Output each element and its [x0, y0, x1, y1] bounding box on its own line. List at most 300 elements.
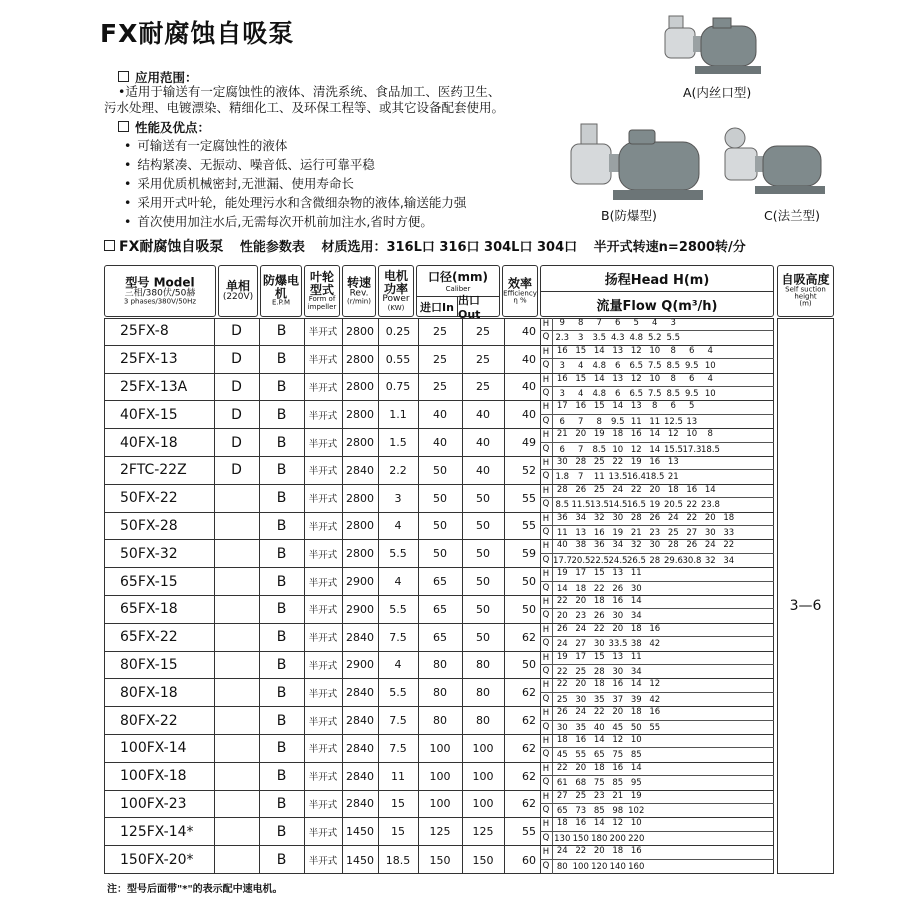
single-phase-cell — [214, 652, 259, 679]
flow-value: 17.3 — [682, 444, 702, 455]
head-value: 14 — [612, 401, 624, 412]
table-title: FX耐腐蚀自吸泵 性能参数表 材质选用：316L口 316口 304L口 304口 半开式转速n=2800转/分 — [104, 236, 746, 256]
model-cell: 65FX-18 — [120, 601, 178, 618]
power-cell: 4 — [394, 658, 402, 672]
head-value: 14 — [630, 762, 642, 773]
impeller-cell: 半开式 — [308, 327, 338, 339]
flow-value: 80 — [556, 862, 568, 873]
impeller-cell: 半开式 — [308, 494, 338, 506]
epm-cell: B — [276, 323, 287, 340]
head-label: H — [540, 485, 553, 497]
flow-value: 18.5 — [701, 444, 720, 455]
head-value: 8 — [707, 429, 713, 440]
head-value: 10 — [630, 735, 642, 745]
flow-value: 7.5 — [647, 361, 662, 372]
flow-value: 55 — [575, 750, 587, 761]
flow-value: 9.5 — [684, 388, 699, 399]
head-value: 16 — [630, 846, 642, 857]
flow-value: 6 — [615, 361, 621, 372]
head-value: 19 — [630, 457, 642, 467]
head-value: 24 — [667, 512, 679, 523]
head-value: 18 — [556, 735, 568, 745]
flow-value: 1.8 — [555, 472, 570, 483]
flow-value: 27 — [575, 639, 587, 650]
flow-value: 100 — [572, 862, 589, 873]
flow-value: 65 — [593, 750, 605, 761]
flow-value: 10 — [704, 361, 716, 372]
pump-c-caption: C(法兰型) — [764, 208, 820, 223]
epm-cell: B — [276, 462, 287, 479]
efficiency-cell: 50 — [522, 658, 536, 672]
model-cell: 25FX-8 — [120, 323, 169, 340]
head-value: 6 — [615, 318, 621, 328]
efficiency-cell: 52 — [522, 463, 536, 477]
head-value: 20 — [575, 762, 587, 773]
head-flow-cell — [540, 401, 774, 428]
table-row — [104, 457, 774, 485]
head-value: 14 — [649, 429, 661, 440]
outlet-cell: 100 — [472, 769, 494, 783]
flow-value: 65 — [556, 805, 568, 816]
head-value: 18 — [556, 818, 568, 829]
flow-value: 25 — [667, 527, 679, 538]
rev-cell: 2800 — [346, 436, 374, 450]
head-label: H — [540, 346, 553, 358]
flow-value: 4.8 — [592, 388, 607, 399]
power-cell: 15 — [391, 797, 405, 811]
power-cell: 0.25 — [385, 324, 411, 338]
header-caliber: 口径(mm) Caliber 进口In 出口Out — [416, 265, 500, 317]
head-values — [540, 513, 774, 526]
header-flow: 流量Flow Q(m³/h) — [596, 298, 718, 314]
efficiency-cell: 50 — [522, 575, 536, 589]
flow-value: 6 — [615, 388, 621, 399]
head-value: 15 — [575, 345, 587, 356]
power-cell: 18.5 — [385, 853, 411, 867]
flow-value: 4 — [578, 361, 584, 372]
impeller-cell: 半开式 — [308, 549, 338, 561]
impeller-cell: 半开式 — [308, 633, 338, 645]
inlet-cell: 80 — [433, 714, 447, 728]
rev-cell: 2840 — [346, 714, 374, 728]
flow-value: 23 — [649, 527, 661, 538]
flow-value: 13 — [575, 527, 587, 538]
flow-value: 18 — [575, 583, 587, 594]
epm-cell: B — [276, 852, 287, 869]
outlet-cell: 40 — [476, 463, 490, 477]
flow-label: Q — [540, 443, 553, 456]
efficiency-cell: 55 — [522, 825, 536, 839]
flow-value: 13.5 — [608, 472, 628, 483]
head-value: 16 — [575, 818, 587, 829]
flow-value: 33.5 — [608, 639, 628, 650]
head-value: 16 — [686, 484, 698, 495]
head-value: 19 — [630, 790, 642, 801]
head-values — [540, 596, 774, 609]
flow-value: 21 — [630, 527, 642, 538]
head-value: 16 — [630, 429, 642, 440]
flow-label: Q — [540, 526, 553, 539]
flow-label: Q — [540, 609, 553, 622]
flow-value: 3 — [559, 361, 565, 372]
head-label: H — [540, 457, 553, 469]
power-cell: 7.5 — [389, 630, 407, 644]
head-value: 16 — [556, 345, 568, 356]
rev-cell: 2800 — [346, 380, 374, 394]
head-label: H — [540, 679, 553, 691]
impeller-cell: 半开式 — [308, 799, 338, 811]
flow-value: 22 — [593, 583, 605, 594]
head-value: 38 — [575, 540, 587, 551]
flow-value: 11 — [593, 472, 605, 483]
power-cell: 0.55 — [385, 352, 411, 366]
header-efficiency: 效率 Efficiency η % — [502, 265, 538, 317]
head-value: 26 — [556, 623, 568, 634]
flow-value: 19 — [649, 500, 661, 511]
head-value: 16 — [649, 457, 661, 467]
flow-value: 8.5 — [666, 361, 681, 372]
flow-value: 9.5 — [684, 361, 699, 372]
head-flow-cell — [540, 513, 774, 540]
flow-label: Q — [540, 470, 553, 483]
header-impeller: 叶轮型式 Form of impeller — [304, 265, 340, 317]
head-value: 13 — [612, 373, 624, 384]
self-suction-value: 3—6 — [789, 598, 822, 614]
head-value: 28 — [667, 540, 679, 551]
checkbox-square-icon — [118, 121, 129, 132]
head-label: H — [540, 429, 553, 441]
head-flow-cell — [540, 540, 774, 567]
inlet-cell: 50 — [433, 463, 447, 477]
head-value: 12 — [612, 735, 624, 745]
head-value: 36 — [593, 540, 605, 551]
head-value: 25 — [593, 457, 605, 467]
flow-value: 16 — [593, 527, 605, 538]
flow-value: 45 — [612, 722, 624, 733]
head-value: 18 — [593, 596, 605, 606]
single-phase-cell — [214, 846, 259, 874]
head-label: H — [540, 596, 553, 608]
flow-value: 14 — [649, 444, 661, 455]
header-self-suction: 自吸高度 Self suction height (m) — [777, 265, 834, 317]
head-value: 10 — [649, 345, 661, 356]
power-cell: 4 — [394, 519, 402, 533]
head-values — [540, 374, 774, 387]
flow-label: Q — [540, 637, 553, 650]
pump-c-image — [715, 124, 830, 206]
single-phase-cell — [214, 540, 259, 567]
flow-value: 24 — [556, 639, 568, 650]
model-cell: 25FX-13A — [120, 378, 188, 395]
inlet-cell: 50 — [433, 519, 447, 533]
flow-value: 13.5 — [590, 500, 609, 511]
power-cell: 11 — [391, 769, 405, 783]
self-suction-column — [777, 318, 834, 874]
head-value: 22 — [686, 512, 698, 523]
outlet-cell: 80 — [476, 686, 490, 700]
table-row — [104, 513, 774, 541]
efficiency-cell: 40 — [522, 380, 536, 394]
head-value: 18 — [630, 623, 642, 634]
flow-value: 5.2 — [647, 333, 662, 344]
table-row — [104, 735, 774, 763]
rev-cell: 1450 — [346, 853, 374, 867]
head-value: 12 — [667, 429, 679, 440]
rev-cell: 2900 — [346, 658, 374, 672]
head-value: 26 — [575, 484, 587, 495]
inlet-cell: 50 — [433, 547, 447, 561]
outlet-cell: 50 — [476, 519, 490, 533]
flow-label: Q — [540, 359, 553, 372]
flow-values — [540, 693, 774, 706]
header-rev: 转速 Rev. (r/min) — [342, 265, 376, 317]
head-values — [540, 318, 774, 331]
rev-cell: 2800 — [346, 547, 374, 561]
flow-values — [540, 582, 774, 595]
head-label: H — [540, 818, 553, 830]
head-values — [540, 485, 774, 498]
head-flow-cell — [540, 485, 774, 512]
head-values — [540, 707, 774, 720]
head-value: 25 — [593, 484, 605, 495]
single-phase-cell — [214, 707, 259, 734]
head-value: 18 — [723, 512, 735, 523]
head-value: 5 — [633, 318, 639, 328]
flow-values — [540, 860, 774, 874]
flow-value: 37 — [612, 694, 624, 705]
head-label: H — [540, 707, 553, 719]
head-value: 20 — [593, 846, 605, 857]
inlet-cell: 80 — [433, 686, 447, 700]
table-row — [104, 429, 774, 457]
head-value: 13 — [667, 457, 679, 467]
head-value: 22 — [593, 707, 605, 718]
application-text-line1: •适用于输送有一定腐蚀性的液体、清洗系统、食品加工、医药卫生、 — [118, 84, 501, 99]
flow-value: 8.5 — [666, 388, 681, 399]
single-phase-cell — [214, 791, 259, 818]
single-phase-cell — [214, 818, 259, 845]
head-value: 20 — [575, 429, 587, 440]
efficiency-cell: 62 — [522, 797, 536, 811]
header-single-phase: 单相 (220V) — [218, 265, 258, 317]
head-value: 12 — [630, 345, 642, 356]
efficiency-cell: 49 — [522, 436, 536, 450]
flow-value: 30 — [575, 694, 587, 705]
head-flow-cell — [540, 679, 774, 706]
pump-b-image — [563, 118, 713, 210]
outlet-cell: 100 — [472, 741, 494, 755]
epm-cell: B — [276, 406, 287, 423]
flow-value: 34 — [723, 555, 735, 566]
features-heading: 性能及优点： — [118, 118, 210, 136]
model-cell: 50FX-22 — [120, 490, 178, 507]
flow-value: 85 — [612, 778, 624, 789]
efficiency-cell: 60 — [522, 853, 536, 867]
page-title: FX耐腐蚀自吸泵 — [100, 19, 295, 48]
head-value: 22 — [556, 596, 568, 606]
flow-value: 27 — [686, 527, 698, 538]
efficiency-cell: 62 — [522, 741, 536, 755]
epm-cell: B — [276, 768, 287, 785]
head-value: 16 — [649, 707, 661, 718]
features-list — [124, 136, 466, 231]
flow-value: 6 — [559, 416, 565, 427]
inlet-cell: 25 — [433, 324, 447, 338]
flow-values — [540, 415, 774, 428]
flow-value: 24.5 — [608, 555, 628, 566]
epm-cell: B — [276, 490, 287, 507]
outlet-cell: 50 — [476, 575, 490, 589]
head-value: 26 — [556, 707, 568, 718]
inlet-cell: 100 — [429, 769, 451, 783]
head-value: 21 — [612, 790, 624, 801]
head-flow-cell — [540, 735, 774, 762]
head-value: 24 — [704, 540, 716, 551]
model-cell: 80FX-15 — [120, 656, 178, 673]
feature-item: • 采用开式叶轮，能处理污水和含微细杂物的液体,输送能力强 — [124, 193, 466, 212]
flow-value: 11 — [556, 527, 568, 538]
power-cell: 4 — [394, 575, 402, 589]
head-values — [540, 679, 774, 692]
head-value: 14 — [593, 818, 605, 829]
flow-value: 16.4 — [627, 472, 646, 483]
flow-values — [540, 498, 774, 511]
flow-value: 39 — [630, 694, 642, 705]
head-value: 22 — [723, 540, 735, 551]
head-values — [540, 846, 774, 860]
epm-cell: B — [276, 629, 287, 646]
flow-value: 12.5 — [664, 416, 683, 427]
flow-value: 140 — [609, 862, 626, 873]
head-value: 13 — [630, 401, 642, 412]
head-value: 17 — [575, 651, 587, 662]
outlet-cell: 150 — [472, 853, 494, 867]
flow-value: 3.5 — [592, 333, 607, 344]
flow-value: 180 — [591, 833, 608, 844]
head-label: H — [540, 401, 553, 413]
flow-value: 98 — [612, 805, 624, 816]
head-value: 17 — [575, 568, 587, 579]
flow-value: 7 — [578, 444, 584, 455]
head-value: 25 — [575, 790, 587, 801]
efficiency-cell: 62 — [522, 769, 536, 783]
head-value: 6 — [689, 345, 695, 356]
model-cell: 2FTC-22Z — [120, 462, 187, 479]
model-cell: 50FX-32 — [120, 545, 178, 562]
outlet-cell: 50 — [476, 602, 490, 616]
head-value: 24 — [612, 484, 624, 495]
power-cell: 1.5 — [389, 436, 407, 450]
single-phase-cell — [214, 485, 259, 512]
flow-value: 34 — [630, 666, 642, 677]
rev-cell: 2900 — [346, 602, 374, 616]
head-value: 13 — [612, 345, 624, 356]
impeller-cell: 半开式 — [308, 382, 338, 394]
flow-value: 34 — [630, 611, 642, 622]
power-cell: 7.5 — [389, 741, 407, 755]
flow-value: 11 — [649, 416, 661, 427]
head-label: H — [540, 624, 553, 636]
head-values — [540, 457, 774, 470]
head-label: H — [540, 540, 553, 552]
inlet-cell: 50 — [433, 491, 447, 505]
head-values — [540, 652, 774, 665]
impeller-cell: 半开式 — [308, 521, 338, 533]
head-value: 24 — [556, 846, 568, 857]
flow-label: Q — [540, 832, 553, 845]
header-epm: 防爆电机 E.P.M — [260, 265, 302, 317]
model-cell: 65FX-22 — [120, 629, 178, 646]
outlet-cell: 125 — [472, 825, 494, 839]
epm-cell: B — [276, 351, 287, 368]
rev-cell: 1450 — [346, 825, 374, 839]
flow-value: 25 — [575, 666, 587, 677]
feature-item: • 结构紧凑、无振动、噪音低、运行可靠平稳 — [124, 155, 466, 174]
flow-value: 30 — [704, 527, 716, 538]
inlet-cell: 150 — [429, 853, 451, 867]
flow-value: 160 — [628, 862, 645, 873]
flow-values — [540, 387, 774, 400]
head-value: 24 — [575, 623, 587, 634]
power-cell: 15 — [391, 825, 405, 839]
flow-value: 22.5 — [590, 555, 609, 566]
pump-b-caption: B(防爆型) — [601, 208, 657, 223]
efficiency-cell: 59 — [522, 547, 536, 561]
head-value: 4 — [707, 345, 713, 356]
flow-value: 30 — [612, 611, 624, 622]
head-flow-cell — [540, 652, 774, 679]
rev-cell: 2840 — [346, 463, 374, 477]
head-label: H — [540, 791, 553, 803]
impeller-cell: 半开式 — [308, 466, 338, 478]
table-row — [104, 318, 774, 346]
model-cell: 80FX-18 — [120, 684, 178, 701]
flow-value: 3 — [578, 333, 584, 344]
flow-label: Q — [540, 498, 553, 511]
head-value: 30 — [612, 512, 624, 523]
pump-a-image — [655, 2, 770, 84]
outlet-cell: 25 — [476, 380, 490, 394]
flow-value: 16.5 — [627, 500, 646, 511]
head-value: 28 — [630, 512, 642, 523]
head-value: 8 — [652, 401, 658, 412]
flow-value: 22 — [556, 666, 568, 677]
head-values — [540, 624, 774, 637]
head-value: 16 — [575, 735, 587, 745]
single-phase-cell — [214, 624, 259, 651]
flow-value: 40 — [593, 722, 605, 733]
head-value: 32 — [593, 512, 605, 523]
head-flow-cell — [540, 763, 774, 790]
flow-value: 42 — [649, 639, 661, 650]
head-value: 20 — [704, 512, 716, 523]
head-values — [540, 763, 774, 776]
efficiency-cell: 50 — [522, 602, 536, 616]
epm-cell: B — [276, 656, 287, 673]
flow-value: 55 — [649, 722, 661, 733]
checkbox-square-icon — [104, 240, 115, 251]
flow-value: 35 — [593, 694, 605, 705]
flow-value: 75 — [612, 750, 624, 761]
flow-label: Q — [540, 860, 553, 874]
head-value: 16 — [612, 762, 624, 773]
head-value: 28 — [575, 457, 587, 467]
flow-label: Q — [540, 804, 553, 817]
single-phase-cell: D — [231, 406, 242, 423]
inlet-cell: 65 — [433, 630, 447, 644]
flow-value: 75 — [593, 778, 605, 789]
flow-value: 95 — [630, 778, 642, 789]
